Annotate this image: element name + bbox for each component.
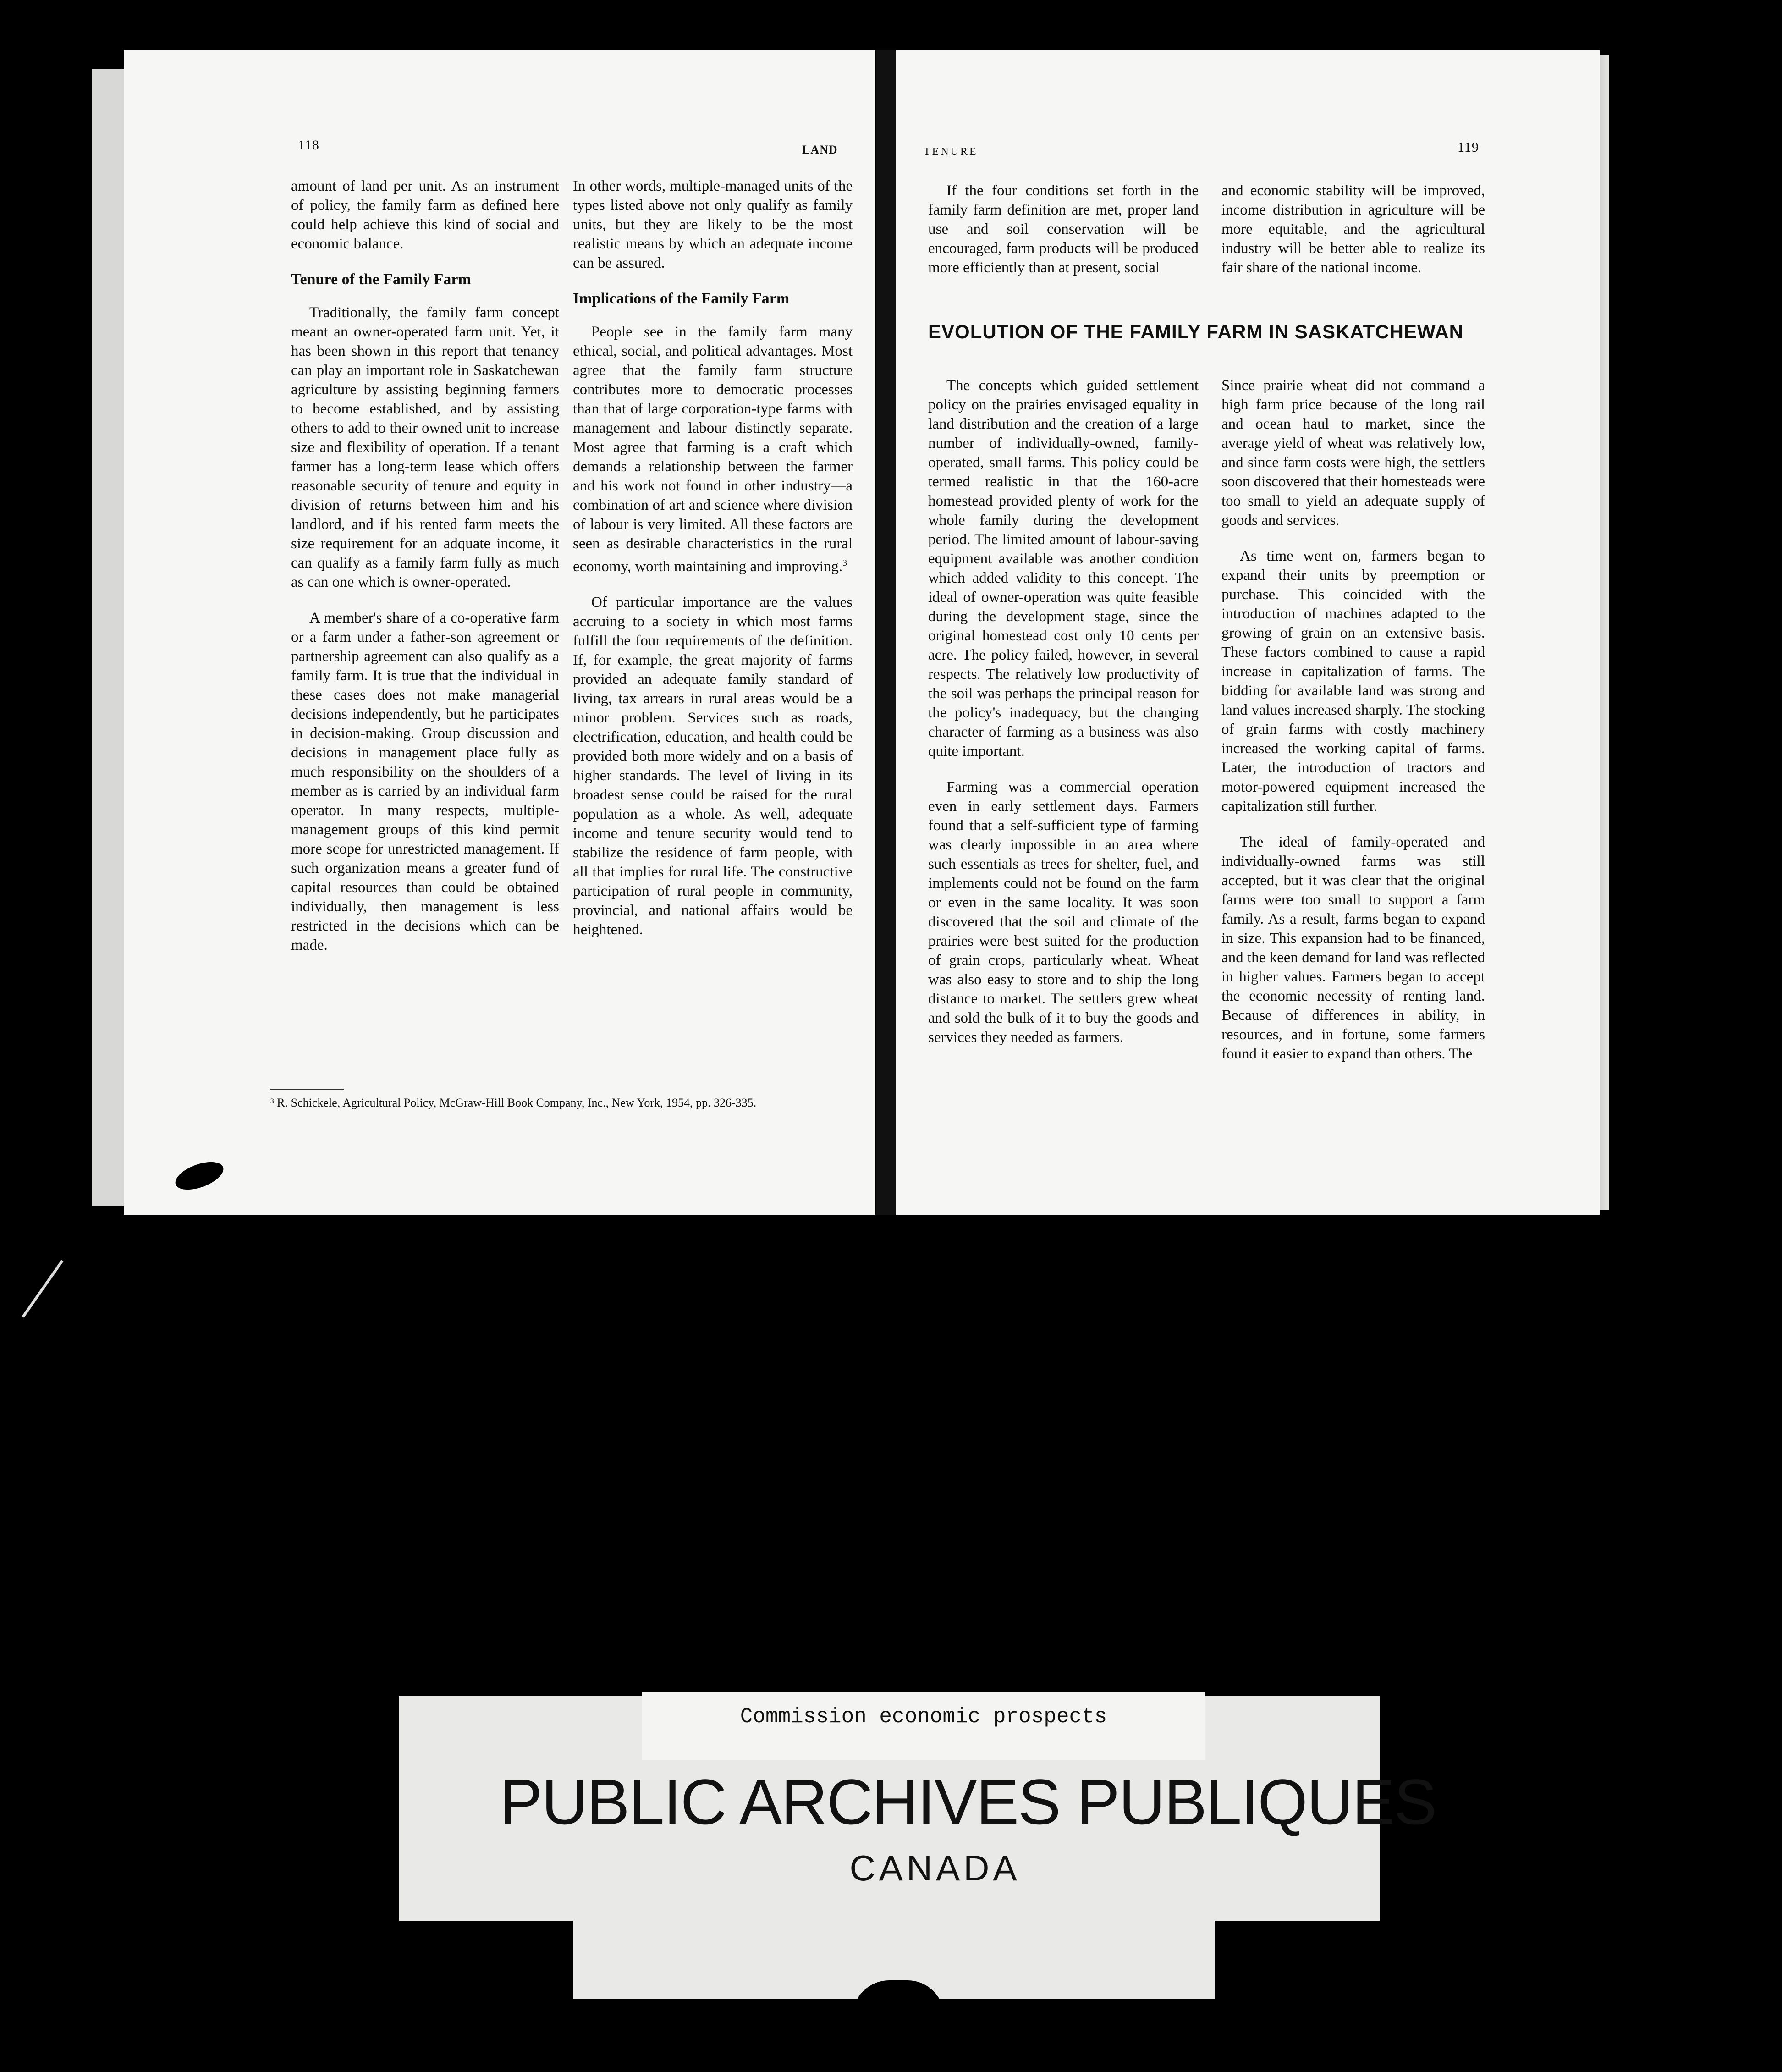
archive-stamp-country: CANADA xyxy=(849,1848,1021,1888)
paragraph: The ideal of family-operated and individually-owned farms was still accepted, but it was clear that the original farms were too small to support a farm family. As a result, farms began to expand in size. This expansion had to be financed, and the keen demand for land was reflected in higher values. Farmers began to accept the economic necessity of renting land. Because of differences in ability, in resources, and in fortune, some farmers found it easier to expand than others. The xyxy=(1221,834,1485,1062)
paragraph: Of particular importance are the values accruing to a society in which most farms fulfill the four requirements of the definition. If, for example, the great majority of farms provided an adequate family standard of living, tax arrears in rural areas would be a minor problem. Services such as roads, electrification, education, and health could be provided both more widely and on a basis of higher standards. The level of living in its broadest sense could be raised for the rural population as a whole. As well, adequate income and tenure security would tend to stabilize the residence of farm people, with all that implies for rural life. The constructive participation of rural people in community, provincial, and national affairs would be heightened. xyxy=(573,594,852,938)
right-page-number: 119 xyxy=(1458,140,1479,155)
paragraph: and economic stability will be improved, income distribution in agriculture will be more equitable, and the agricultural industry will be better able to realize its fair share of the national income. xyxy=(1221,182,1485,276)
paragraph: Since prairie wheat did not command a high farm price because of the long rail and ocean haul to market, since the average yield of wheat was relatively low, and since farm costs were high, the settlers soon discovered that their homesteads were too small to yield an adequate supply of goods and services. xyxy=(1221,377,1485,529)
footnote-divider xyxy=(270,1089,344,1090)
paragraph-text: People see in the family farm many ethical, social, and political advantages. Most agree that the family farm structure contributes more to democratic processes than that of large corporation-type farms with management and labour distinctly separate. Most agree that farming is a craft which demands a relationship between the farmer and his work not found in other industry—a combination of art and science where division of labour is very limited. All these factors are seen as desirable characteristics in the rural economy, worth maintaining and improving. xyxy=(573,324,852,575)
paragraph: The concepts which guided settlement policy on the prairies envisaged equality in land distribution and the creation of a large number of individually-owned, family-operated, small farms. This policy could be termed realistic in that the 160-acre homestead provided plenty of work for the whole family during the development period. The limited amount of labour-saving equipment available was another condition which added validity to this concept. The ideal of owner-operation was quite feasible during the development stage, since the original homestead cost only 10 cents per acre. The policy failed, however, in several respects. The relatively low productivity of the soil was perhaps the principal reason for the policy's inadequacy, but the changing character of farming as a business was also quite important. xyxy=(928,377,1199,760)
right-page-column-2 xyxy=(1221,376,1485,1080)
right-running-head: TENURE xyxy=(924,146,978,158)
paragraph: In other words, multiple-managed units of the types listed above not only qualify as family units, but they are likely to be the most realistic means by which an adequate income can be assured. xyxy=(573,178,852,271)
right-page-top-column-2 xyxy=(1221,181,1485,294)
paragraph xyxy=(573,322,852,576)
paragraph: As time went on, farmers began to expand their units by preemption or purchase. This coincided with the introduction of machines adapted to the growing of grain on an extensive basis. These factors combined to cause a rapid increase in capitalization of farms. The bidding for available land was strong and land values increased sharply. The stocking of grain farms with costly machinery increased the working capital of farms. Later, the introduction of tractors and motor-powered equipment increased the capitalization still further. xyxy=(1221,548,1485,815)
section-heading: Implications of the Family Farm xyxy=(573,290,790,307)
left-page-column-1 xyxy=(291,176,559,971)
left-page-column-2 xyxy=(573,176,852,956)
paragraph: A member's share of a co-operative farm or a farm under a father-son agreement or partnership agreement can also qualify as a family farm. It is true that the individual in these cases does not make managerial decisions independently, but he participates in decision-making. Group discussion and decisions in management place fully as much responsibility on the shoulders of a member as is carried by an individual farm operator. In many respects, multiple-management groups of this kind permit more scope for unrestricted management. If such organization means a greater fund of capital resources than could be obtained individually, then management is less restricted in the decisions which can be made. xyxy=(291,610,559,953)
right-page-top-column-1 xyxy=(928,181,1199,294)
left-running-head: LAND xyxy=(802,143,838,156)
section-heading: EVOLUTION OF THE FAMILY FARM IN SASKATCHEWAN xyxy=(928,321,1463,342)
footnote-marker: 3 xyxy=(842,558,847,568)
archive-collection-label: Commission economic prospects xyxy=(642,1692,1205,1760)
section-heading: Tenure of the Family Farm xyxy=(291,271,471,288)
paragraph: Traditionally, the family farm concept meant an owner-operated farm unit. Yet, it has been shown in this report that tenancy can play an important role in Saskatchewan agriculture by assisting beginning farmers to become established, and by assisting others to add to their owned unit to increase size and flexibility of operation. If a tenant farmer has a long-term lease which offers reasonable security of tenure and equity in division of returns between him and his landlord, and if his rented farm meets the size requirement for an adquate income, it can qualify as a family farm fully as much as can one which is owner-operated. xyxy=(291,304,559,590)
paragraph: Farming was a commercial operation even in early settlement days. Farmers found that a self-sufficient type of farming was clearly impossible in an area where such essentials as trees for shelter, fuel, and implements could not be found on the farm or even in the same locality. It was soon discovered that the soil and climate of the prairies were best suited for the production of grain crops, particularly wheat. Wheat was also easy to store and to ship the long distance to market. The settlers grew wheat and sold the bulk of it to buy the goods and services they needed as farmers. xyxy=(928,779,1199,1046)
paragraph: amount of land per unit. As an instrument of policy, the family farm as defined here could help achieve this kind of social and economic balance. xyxy=(291,178,559,252)
book-gutter xyxy=(876,50,896,1215)
archive-stamp-title: PUBLIC ARCHIVES PUBLIQUES xyxy=(500,1766,1436,1838)
left-page-number: 118 xyxy=(298,138,319,153)
film-scratch xyxy=(22,1260,64,1317)
right-page-column-1 xyxy=(928,376,1199,1064)
footnote: ³ R. Schickele, Agricultural Policy, McGraw-Hill Book Company, Inc., New York, 1954, pp. 326-335. xyxy=(270,1096,757,1109)
paragraph: If the four conditions set forth in the family farm definition are met, proper land use and soil conservation will be encouraged, farm products will be produced more efficiently than at present, social xyxy=(928,182,1199,276)
